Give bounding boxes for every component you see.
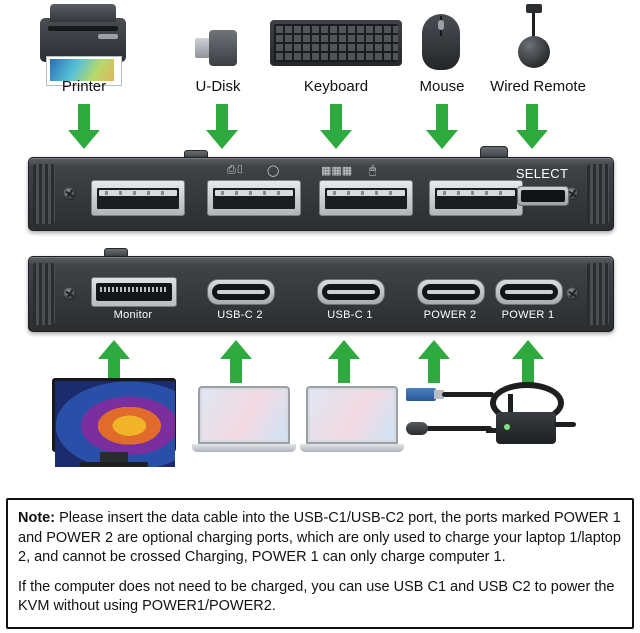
usb-a-3-tongue <box>327 190 405 196</box>
keyboard-icon: ▦▦▦ <box>321 165 353 177</box>
printer-icon: ⎙▯ <box>227 164 245 176</box>
note-paragraph-2: If the computer does not need to be charged, you can use USB C1 and USB C2 to power the KVM without using POWER1/POWER2. <box>18 578 615 615</box>
arrow-printer-down <box>66 104 102 150</box>
select-micro-cavity <box>521 190 565 202</box>
printer-top-tray <box>50 4 116 22</box>
usb-a-port-3[interactable] <box>319 180 413 216</box>
label-power-2: POWER 2 <box>423 309 477 321</box>
device-laptop-1 <box>192 386 298 456</box>
arrow-power-adapter-up <box>510 340 546 384</box>
cable-usb-a-plug <box>406 388 436 401</box>
usb-a-1-tongue <box>99 190 177 196</box>
printer-buttons <box>98 34 118 39</box>
screw-bottom-left <box>63 287 76 300</box>
select-micro-port[interactable] <box>517 186 569 206</box>
kvm-top-panel <box>28 157 614 231</box>
usb-a-port-4[interactable] <box>429 180 523 216</box>
tv-stand-neck <box>100 452 128 462</box>
label-usb-c-1: USB-C 1 <box>327 309 373 321</box>
hdmi-pins <box>100 287 168 292</box>
laptop-1-screen <box>202 390 286 440</box>
u-disk-icon: ◯ <box>267 165 280 177</box>
screw-bottom-right <box>566 287 579 300</box>
arrow-laptop-2-up <box>326 340 362 384</box>
note-paragraph-1 <box>18 509 622 568</box>
laptop-2-screen <box>310 390 394 440</box>
heat-fin-left-2 <box>33 263 55 325</box>
label-u-disk: U-Disk <box>195 78 241 95</box>
note-box <box>6 498 634 629</box>
usb-a-4-tongue <box>437 190 515 196</box>
u-disk-body <box>209 30 237 66</box>
hdmi-monitor-port[interactable] <box>91 277 177 307</box>
arrow-u-disk-down <box>204 104 240 150</box>
adapter-led <box>504 424 510 430</box>
screw-top-left <box>63 187 76 200</box>
select-label: SELECT <box>515 166 569 181</box>
laptop-1-base <box>192 444 296 452</box>
label-power-1: POWER 1 <box>501 309 555 321</box>
keyboard-body <box>270 20 402 66</box>
usb-c-2-tongue <box>217 290 265 294</box>
cable-usb-c-plug <box>406 422 428 435</box>
device-keyboard <box>270 4 404 74</box>
remote-button <box>518 36 550 68</box>
usb-a-2-tongue <box>215 190 293 196</box>
label-printer: Printer <box>61 78 107 95</box>
label-mouse: Mouse <box>419 78 465 95</box>
heat-fin-right <box>587 164 609 224</box>
remote-plug <box>526 4 542 13</box>
arrow-wired-remote-down <box>514 104 550 150</box>
device-wired-remote <box>510 4 558 74</box>
usb-c-2-port[interactable] <box>207 279 275 305</box>
arrow-laptop-1-up <box>218 340 254 384</box>
mouse-scroll-wheel <box>438 20 444 30</box>
power-1-port[interactable] <box>495 279 563 305</box>
device-power-adapter <box>490 382 586 452</box>
power-2-tongue <box>427 290 475 294</box>
device-u-disk <box>195 8 241 78</box>
label-keyboard: Keyboard <box>303 78 369 95</box>
label-wired-remote: Wired Remote <box>490 78 586 95</box>
device-laptop-2 <box>300 386 406 456</box>
mouse-icon: 🖱 <box>369 163 377 177</box>
kvm-bottom-panel <box>28 256 614 332</box>
arrow-keyboard-down <box>318 104 354 150</box>
device-mouse <box>422 6 462 76</box>
device-monitor-tv <box>52 378 178 470</box>
label-monitor-port: Monitor <box>113 309 153 321</box>
heat-fin-left <box>33 164 55 224</box>
printer-paper-slot <box>48 26 118 31</box>
device-printer <box>40 4 128 86</box>
adapter-output-cable <box>554 422 576 427</box>
arrow-mouse-down <box>424 104 460 150</box>
laptop-2-base <box>300 444 404 452</box>
usb-a-port-1[interactable] <box>91 180 185 216</box>
usb-a-port-2[interactable] <box>207 180 301 216</box>
heat-fin-right-2 <box>587 263 609 325</box>
note-text-1: Please insert the data cable into the USB-C1/USB-C2 port, the ports marked POWER 1 and POWER 2 are optional charging ports, which are only used to charge your laptop 1/laptop 2, and cannot be crossed Charging, POWER 1 can only charge computer 1. <box>18 510 621 566</box>
power-1-tongue <box>505 290 553 294</box>
usb-c-1-port[interactable] <box>317 279 385 305</box>
label-usb-c-2: USB-C 2 <box>217 309 263 321</box>
tv-stand-base <box>80 462 148 467</box>
note-prefix: Note: <box>18 510 56 527</box>
keyboard-keys <box>274 24 398 62</box>
usb-c-1-tongue <box>327 290 375 294</box>
power-2-port[interactable] <box>417 279 485 305</box>
hdmi-cavity <box>96 283 172 301</box>
arrow-usb-c-cable-up <box>416 340 452 384</box>
